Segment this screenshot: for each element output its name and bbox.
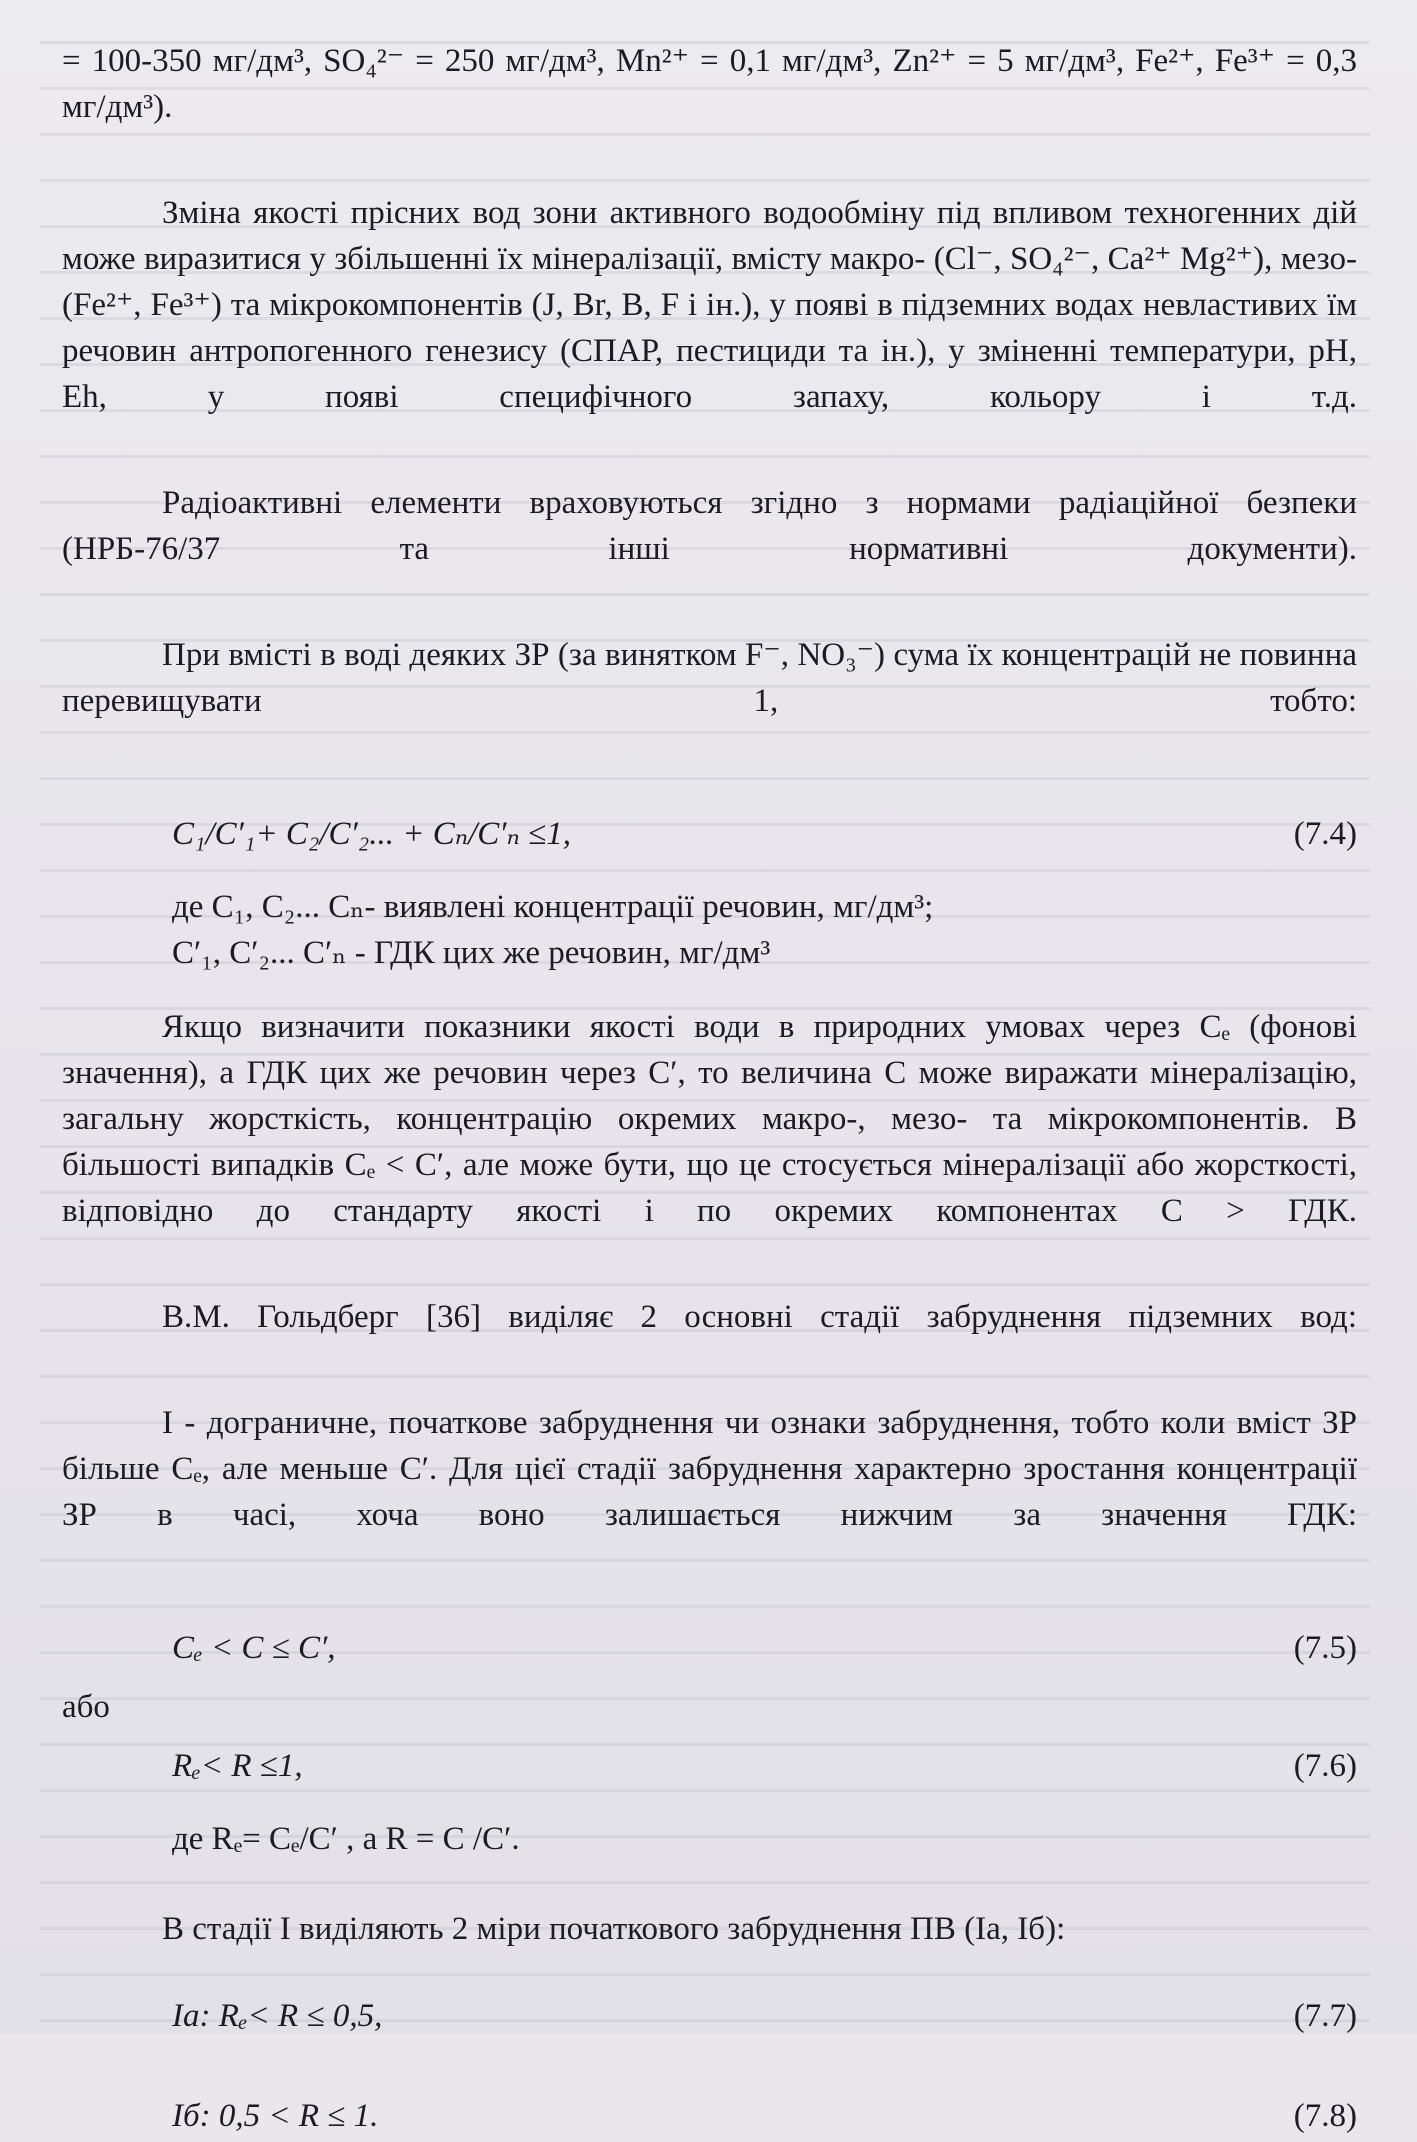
definition-ratios: де Rₑ= Cₑ/C′ , а R = C /C′. (172, 1821, 520, 1857)
paragraph-stage-one-degrees: В стадії І виділяють 2 міри початкового забруднення ПВ (Іа, Іб): (162, 1911, 1066, 1947)
equation-7-6-number: (7.6) (1293, 1748, 1357, 1784)
equation-7-5 (62, 1622, 1357, 1674)
equation-7-4 (62, 808, 1357, 860)
equation-7-7-number: (7.7) (1293, 1998, 1357, 2034)
paragraph-radioactive-elements: Радіоактивні елементи враховуються згідно з нормами радіаційної безпеки (НРБ-76/37 та інші нормативні документи). (62, 485, 1357, 567)
equation-7-5-body: Cₑ < C ≤ C′, (172, 1630, 336, 1666)
equation-7-8 (62, 2090, 1357, 2142)
equation-7-7 (62, 1990, 1357, 2042)
equation-7-6 (62, 1740, 1357, 1792)
conjunction-or: або (62, 1689, 110, 1725)
equation-7-7-body: Іа: Rₑ< R ≤ 0,5, (172, 1998, 383, 2034)
definition-detected-concentrations: де C₁, C₂... Cₙ- виявлені концентрації речовин, мг/дм³; (172, 889, 934, 925)
equation-7-5-number: (7.5) (1293, 1630, 1357, 1666)
paragraph-sum-concentrations: При вмісті в воді деяких ЗР (за винятком F⁻, NO₃⁻) сума їх концентрацій не повинна перевищувати 1, тобто: (62, 637, 1357, 719)
equation-7-4-body: C₁/C′₁+ C₂/C′₂... + Cₙ/C′ₙ ≤1, (172, 816, 572, 852)
equation-7-8-number: (7.8) (1293, 2098, 1357, 2134)
paragraph-continuation: = 100-350 мг/дм³, SO₄²⁻ = 250 мг/дм³, Mn²⁺ = 0,1 мг/дм³, Zn²⁺ = 5 мг/дм³, Fe²⁺, Fe³⁺ = 0,3 мг/дм³). (62, 43, 1357, 125)
paragraph-stage-one: І - дограничне, початкове забруднення чи ознаки забруднення, тобто коли вміст ЗР більше Cₑ, але меньше C′. Для цієї стадії забруднення характерно зростання концентрації ЗР в часі, хоча воно залишається нижчим за значення ГДК: (62, 1405, 1357, 1533)
paragraph-goldberg-stages: В.М. Гольдберг [36] виділяє 2 основні стадії забруднення підземних вод: (162, 1299, 1357, 1335)
equation-7-4-number: (7.4) (1293, 816, 1357, 852)
equation-7-6-body: Rₑ< R ≤1, (172, 1748, 303, 1784)
paragraph-natural-conditions: Якщо визначити показники якості води в природних умовах через Cₑ (фонові значення), а ГДК цих же речовин через C′, то величина C може виражати мінералізацію, загальну жорсткість, концентрацію окремих макро-, мезо- та мікрокомпонентів. В більшості випадків Cₑ < C′, але може бути, що це стосується мінералізації або жорсткості, відповідно до стандарту якості і по окремих компонентах C > ГДК. (62, 1009, 1357, 1229)
equation-7-8-body: Іб: 0,5 < R ≤ 1. (172, 2098, 379, 2134)
paragraph-water-quality-change: Зміна якості прісних вод зони активного водообміну під впливом техногенних дій може виразитися у збільшенні їх мінералізації, вмісту макро- (Cl⁻, SO₄²⁻, Ca²⁺ Mg²⁺), мезо- (Fe²⁺, Fe³⁺) та мікрокомпонентів (J, Br, B, F і ін.), у появі в підземних водах невластивих їм речовин антропогенного генезису (СПАР, пестициди та ін.), у зміненні температури, pH, Eh, у появі специфічного запаху, кольору і т.д. (62, 195, 1357, 415)
definition-mac-values: C′₁, C′₂... C′ₙ - ГДК цих же речовин, мг/дм³ (172, 935, 771, 971)
